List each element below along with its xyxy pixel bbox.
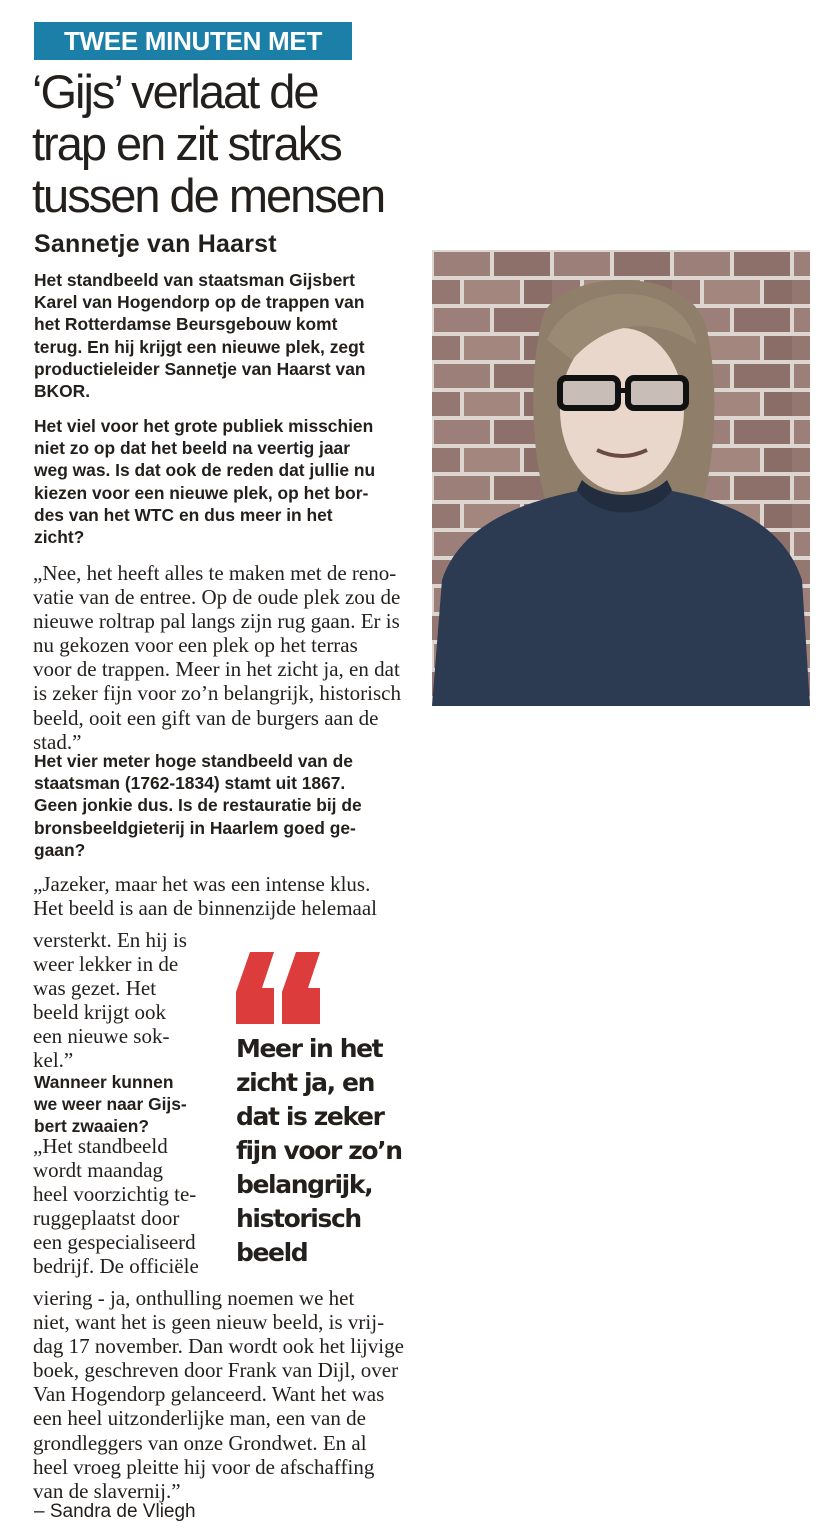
quote-mark-icon bbox=[236, 952, 322, 1024]
text-line: Karel van Hogendorp op de trappen van bbox=[34, 292, 365, 313]
answer-1 bbox=[33, 561, 401, 754]
question-3 bbox=[34, 1071, 187, 1138]
answer-3-narrow bbox=[33, 1134, 199, 1279]
text-line: BKOR. bbox=[34, 381, 91, 402]
text-line: productieleider Sannetje van Haarst van bbox=[34, 358, 366, 379]
text-line: beeld krijgt ook bbox=[33, 1000, 166, 1025]
text-line: Het viel voor het grote publiek misschien bbox=[34, 416, 374, 436]
question-2 bbox=[34, 750, 362, 861]
text-line: dag 17 november. Dan wordt ook het lijvige bbox=[33, 1334, 404, 1359]
answer-2-wide bbox=[33, 872, 377, 920]
text-line: bert zwaaien? bbox=[34, 1116, 150, 1137]
text-line: beeld, ooit een gift van de burgers aan de bbox=[33, 705, 379, 730]
headline bbox=[32, 66, 432, 222]
text-line: is zeker fijn voor zo’n belangrijk, historisch bbox=[33, 681, 401, 706]
text-line: kiezen voor een nieuwe plek, op het bor- bbox=[34, 482, 369, 503]
text-line: versterkt. En hij is bbox=[33, 928, 187, 952]
text-line: „Nee, het heeft alles te maken met de reno- bbox=[33, 561, 397, 585]
text-line: een nieuwe sok- bbox=[33, 1024, 170, 1049]
pull-quote-line: dat is zeker bbox=[236, 1102, 384, 1131]
text-line: Het vier meter hoge standbeeld van de bbox=[34, 751, 353, 771]
author-signoff: – Sandra de Vliegh bbox=[34, 1501, 196, 1522]
question-1 bbox=[34, 415, 375, 548]
text-line: Het beeld is aan de binnenzijde helemaal bbox=[33, 896, 378, 921]
text-line: „Jazeker, maar het was een intense klus. bbox=[33, 872, 371, 896]
text-line: bedrijf. De officiële bbox=[33, 1254, 199, 1279]
text-line: een heel uitzonderlijke man, een van de bbox=[33, 1406, 366, 1431]
portrait-image bbox=[432, 250, 810, 706]
text-line: „Het standbeeld bbox=[33, 1134, 168, 1158]
text-line: viering - ja, onthulling noemen we het bbox=[33, 1286, 355, 1310]
text-line: nu gekozen voor een plek op het terras bbox=[33, 633, 358, 658]
pull-quote-line: historisch bbox=[236, 1204, 361, 1233]
text-line: des van het WTC en dus meer in het bbox=[34, 504, 333, 525]
headline-line: ‘Gijs’ verlaat de bbox=[32, 65, 318, 118]
pull-quote-line: zicht ja, en bbox=[236, 1068, 374, 1097]
text-line: was gezet. Het bbox=[33, 976, 157, 1001]
text-line: bronsbeeldgieterij in Haarlem goed ge- bbox=[34, 817, 356, 838]
text-line: kel.” bbox=[33, 1048, 74, 1073]
text-line: ruggeplaatst door bbox=[33, 1206, 180, 1231]
text-line: boek, geschreven door Frank van Dijl, over bbox=[33, 1358, 399, 1383]
text-line: nieuwe roltrap pal langs zijn rug gaan. Er is bbox=[33, 609, 400, 634]
pull-quote-line: Meer in het bbox=[236, 1034, 383, 1063]
text-line: voor de trappen. Meer in het zicht ja, en dat bbox=[33, 657, 400, 682]
text-line: terug. En hij krijgt een nieuwe plek, zegt bbox=[34, 336, 365, 357]
text-line: Het standbeeld van staatsman Gijsbert bbox=[34, 270, 355, 290]
text-line: stad.” bbox=[33, 729, 82, 754]
intro-paragraph bbox=[34, 269, 366, 402]
answer-3-wide bbox=[33, 1286, 404, 1503]
text-line: staatsman (1762-1834) stamt uit 1867. bbox=[34, 773, 346, 794]
text-line: vatie van de entree. Op de oude plek zou de bbox=[33, 585, 401, 610]
text-line: een gespecialiseerd bbox=[33, 1230, 196, 1255]
text-line: weg was. Is dat ook de reden dat jullie nu bbox=[34, 460, 376, 481]
headline-line: trap en zit straks bbox=[32, 117, 341, 170]
text-line: Wanneer kunnen bbox=[34, 1072, 174, 1092]
pull-quote-line: belangrijk, bbox=[236, 1170, 373, 1199]
text-line: heel vroeg pleitte hij voor de afschaffing bbox=[33, 1454, 375, 1479]
portrait-photo bbox=[432, 250, 810, 706]
text-line: zicht? bbox=[34, 527, 85, 548]
headline-line: tussen de mensen bbox=[32, 169, 385, 222]
text-line: niet zo op dat het beeld na veertig jaar bbox=[34, 438, 350, 459]
text-line: het Rotterdamse Beursgebouw komt bbox=[34, 314, 338, 335]
pull-quote bbox=[236, 1032, 436, 1270]
interviewee-name: Sannetje van Haarst bbox=[34, 230, 277, 258]
text-line: Geen jonkie dus. Is de restauratie bij de bbox=[34, 795, 362, 816]
text-line: niet, want het is geen nieuw beeld, is vrij- bbox=[33, 1310, 385, 1335]
answer-2-narrow bbox=[33, 928, 187, 1073]
text-line: wordt maandag bbox=[33, 1158, 164, 1183]
section-kicker: TWEE MINUTEN MET bbox=[34, 22, 352, 60]
text-line: we weer naar Gijs- bbox=[34, 1094, 187, 1115]
text-line: weer lekker in de bbox=[33, 952, 179, 977]
text-line: grondleggers van onze Grondwet. En al bbox=[33, 1430, 367, 1455]
pull-quote-line: fijn voor zo’n bbox=[236, 1136, 402, 1165]
text-line: Van Hogendorp gelanceerd. Want het was bbox=[33, 1382, 385, 1407]
text-line: heel voorzichtig te- bbox=[33, 1182, 197, 1207]
text-line: van de slavernij.” bbox=[33, 1478, 181, 1503]
pull-quote-line: beeld bbox=[236, 1238, 308, 1267]
text-line: gaan? bbox=[34, 839, 86, 860]
